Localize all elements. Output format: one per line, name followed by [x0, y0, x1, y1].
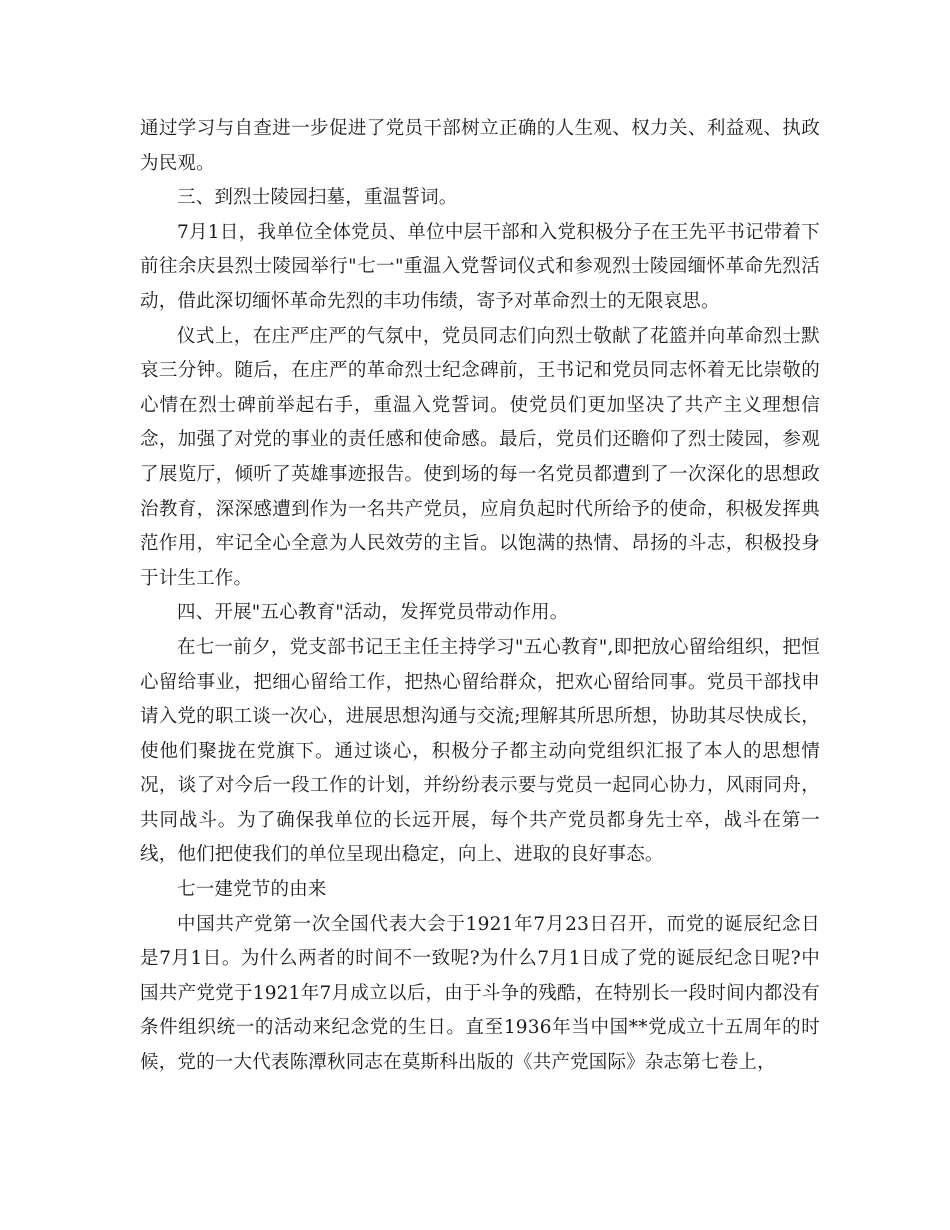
paragraph-5: 中国共产党第一次全国代表大会于1921年7月23日召开，而党的诞辰纪念日是7月1日。为什么两者的时间不一致呢?为什么7月1日成了党的诞辰纪念日呢?中国共产党党于1921年7月成立以后，由于斗争的残酷，在特别长一段时间内都没有条件组织统一的活动来纪念党的生日。直至1936年当中国**党成立十五周年的时候，党的一大代表陈潭秋同志在莫斯科出版的《共产党国际》杂志第七卷上， [140, 913, 820, 1074]
paragraph-2: 7月1日，我单位全体党员、单位中层干部和入党积极分子在王先平书记带着下前往余庆县烈士陵园举行"七一"重温入党誓词仪式和参观烈士陵园缅怀革命先烈活动，借此深切缅怀革命先烈的丰功伟绩，寄予对革命烈士的无限哀思。 [140, 221, 820, 312]
subtitle-origin: 七一建党节的由来 [177, 879, 327, 901]
section-heading-4: 四、开展"五心教育"活动，发挥党员带动作用。 [177, 602, 569, 624]
paragraph-3: 仪式上，在庄严庄严的气氛中，党员同志们向烈士敬献了花篮并向革命烈士默哀三分钟。随后，在庄严的革命烈士纪念碑前，王书记和党员同志怀着无比崇敬的心情在烈士碑前举起右手，重温入党誓词。使党员们更加坚决了共产主义理想信念，加强了对党的事业的责任感和使命感。最后，党员们还瞻仰了烈士陵园，参观了展览厅，倾听了英雄事迹报告。使到场的每一名党员都遭到了一次深化的思想政治教育，深深感遭到作为一名共产党员，应肩负起时代所给予的使命，积极发挥典范作用，牢记全心全意为人民效劳的主旨。以饱满的热情、昂扬的斗志，积极投身于计生工作。 [140, 325, 820, 589]
document-body [140, 112, 820, 1081]
section-heading-3: 三、到烈士陵园扫墓，重温誓词。 [177, 187, 458, 209]
paragraph-4: 在七一前夕，党支部书记王主任主持学习"五心教育",即把放心留给组织，把恒心留给事业，把细心留给工作，把热心留给群众，把欢心留给同事。党员干部找申请入党的职工谈一次心，进展思想沟通与交流;理解其所思所想，协助其尽快成长，使他们聚拢在党旗下。通过谈心，积极分子都主动向党组织汇报了本人的思想情况，谈了对今后一段工作的计划，并纷纷表示要与党员一起同心协力，风雨同舟，共同战斗。为了确保我单位的长远开展，每个共产党员都身先士卒，战斗在第一线，他们把使我们的单位呈现出稳定，向上、进取的良好事态。 [140, 636, 820, 866]
paragraph-1: 通过学习与自查进一步促进了党员干部树立正确的人生观、权力关、利益观、执政为民观。 [140, 118, 820, 174]
